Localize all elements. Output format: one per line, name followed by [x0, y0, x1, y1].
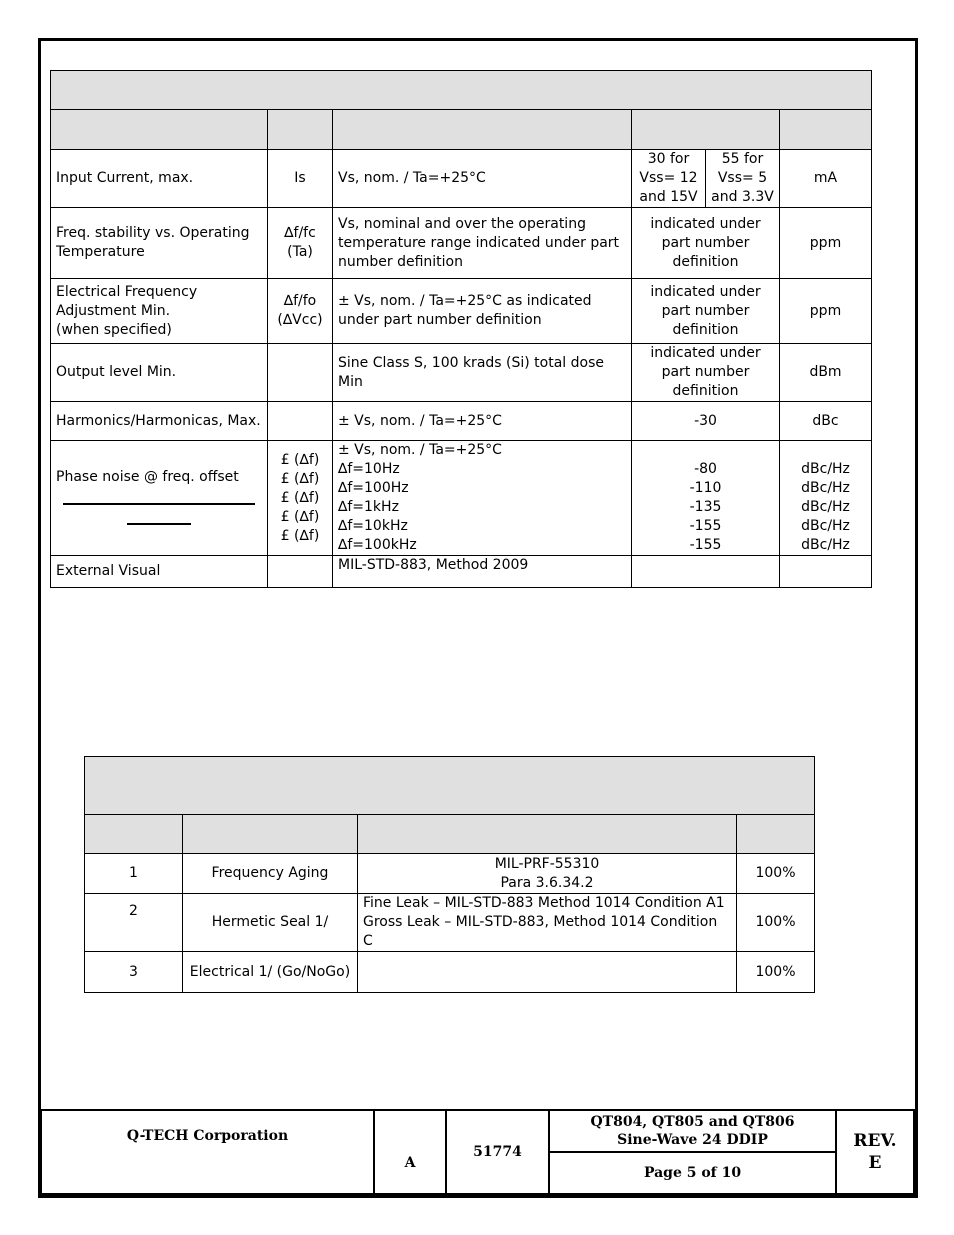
unit-cell: mA [780, 150, 872, 208]
symbol-cell: £ (∆f) £ (∆f) £ (∆f) £ (∆f) £ (∆f) [268, 441, 333, 556]
symbol-cell: ∆f/fc (Ta) [268, 208, 333, 279]
percent-cell: 100% [737, 894, 815, 952]
table-row [51, 556, 872, 588]
table-title-row [51, 71, 872, 110]
method-cell [358, 952, 737, 993]
unit-cell: dBc/Hz dBc/Hz dBc/Hz dBc/Hz dBc/Hz [780, 441, 872, 556]
page-number: Page 5 of 10 [549, 1152, 836, 1194]
document-title: QT804, QT805 and QT806 Sine-Wave 24 DDIP [549, 1110, 836, 1152]
test-name-cell: Hermetic Seal 1/ [183, 894, 358, 952]
symbol-cell [268, 402, 333, 441]
table-title-cell [51, 71, 872, 110]
limit-cell: 55 for Vss= 5 and 3.3V [706, 150, 780, 208]
item-number-cell: 3 [85, 952, 183, 993]
symbol-cell [268, 556, 333, 588]
table-row [85, 854, 815, 894]
document-number: 51774 [446, 1110, 549, 1194]
method-cell: Fine Leak – MIL-STD-883 Method 1014 Condition A1 Gross Leak – MIL-STD-883, Method 1014 Condition C [358, 894, 737, 952]
limit-cell: 30 for Vss= 12 and 15V [632, 150, 706, 208]
phase-noise-label: Phase noise @ freq. offset [56, 468, 239, 485]
table-row [51, 279, 872, 344]
unit-cell: ppm [780, 208, 872, 279]
footer-title-block [40, 1109, 915, 1195]
conditions-cell: Vs, nominal and over the operating temperature range indicated under part number definition [333, 208, 632, 279]
symbol-cell [268, 344, 333, 402]
conditions-cell: Sine Class S, 100 krads (Si) total dose Min [333, 344, 632, 402]
parameter-cell: Freq. stability vs. Operating Temperature [51, 208, 268, 279]
parameter-cell: Output level Min. [51, 344, 268, 402]
limit-cell: indicated under part number definition [632, 344, 780, 402]
divider-line [63, 503, 255, 505]
parameter-cell: Input Current, max. [51, 150, 268, 208]
table-row [51, 150, 872, 208]
symbol-cell: Is [268, 150, 333, 208]
divider-line [127, 523, 191, 525]
item-number-cell: 1 [85, 854, 183, 894]
limit-cell: -80 -110 -135 -155 -155 [632, 441, 780, 556]
table-row [51, 441, 872, 556]
conditions-cell: Vs, nom. / Ta=+25°C [333, 150, 632, 208]
test-name-cell: Frequency Aging [183, 854, 358, 894]
document-size: A [374, 1110, 446, 1194]
unit-cell: dBc [780, 402, 872, 441]
parameter-cell [51, 441, 268, 556]
conditions-cell: ± Vs, nom. / Ta=+25°C as indicated under part number definition [333, 279, 632, 344]
symbol-cell: ∆f/fo (∆Vcc) [268, 279, 333, 344]
limit-cell: indicated under part number definition [632, 279, 780, 344]
parameter-cell: Harmonics/Harmonicas, Max. [51, 402, 268, 441]
unit-cell [780, 556, 872, 588]
conditions-cell: ± Vs, nom. / Ta=+25°C ∆f=10Hz ∆f=100Hz ∆f=1kHz ∆f=10kHz ∆f=100kHz [333, 441, 632, 556]
table-row [51, 344, 872, 402]
table-row [85, 952, 815, 993]
company-name: Q-TECH Corporation [41, 1110, 374, 1194]
method-cell: MIL-PRF-55310 Para 3.6.34.2 [358, 854, 737, 894]
conditions-cell: ± Vs, nom. / Ta=+25°C [333, 402, 632, 441]
item-number-cell: 2 [85, 894, 183, 952]
screening-table [84, 756, 815, 993]
table-row [51, 402, 872, 441]
percent-cell: 100% [737, 952, 815, 993]
unit-cell: dBm [780, 344, 872, 402]
conditions-cell: MIL-STD-883, Method 2009 [333, 556, 632, 588]
table-header-row [51, 110, 872, 150]
electrical-characteristics-table [50, 70, 872, 588]
unit-cell: ppm [780, 279, 872, 344]
limit-cell: indicated under part number definition [632, 208, 780, 279]
table-header-row [85, 815, 815, 854]
percent-cell: 100% [737, 854, 815, 894]
revision: REV. E [836, 1110, 914, 1194]
parameter-cell: Electrical Frequency Adjustment Min. (when specified) [51, 279, 268, 344]
test-name-cell: Electrical 1/ (Go/NoGo) [183, 952, 358, 993]
limit-cell: -30 [632, 402, 780, 441]
table-row [51, 208, 872, 279]
parameter-cell: External Visual [51, 556, 268, 588]
table-row [85, 894, 815, 952]
limit-cell [632, 556, 780, 588]
table-title-row [85, 757, 815, 815]
